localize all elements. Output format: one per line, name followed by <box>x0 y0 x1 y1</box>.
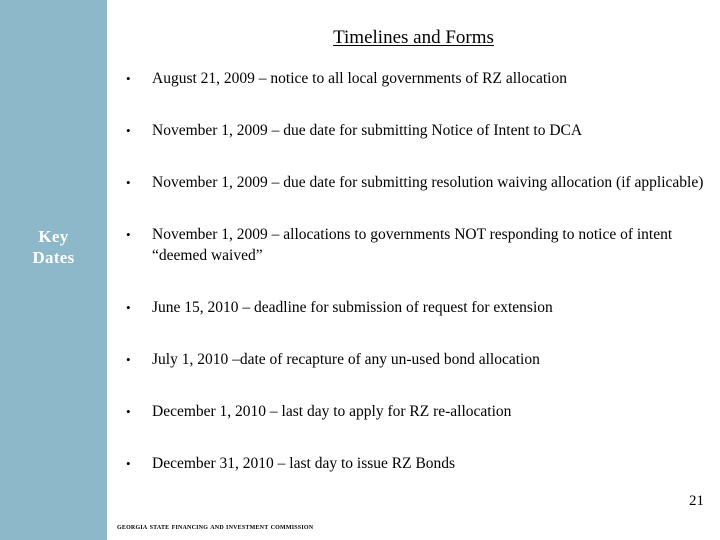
list-item <box>126 349 706 370</box>
list-item-text: November 1, 2009 – allocations to governments NOT responding to notice of intent “deemed waived” <box>152 226 673 264</box>
bullet-icon: • <box>126 404 131 419</box>
bullet-icon: • <box>126 227 131 242</box>
bullet-icon: • <box>126 456 131 471</box>
list-item <box>126 401 706 422</box>
bullet-icon: • <box>126 71 131 86</box>
bullet-icon: • <box>126 352 131 367</box>
page-number: 21 <box>689 493 704 509</box>
sidebar-section-label <box>0 226 107 268</box>
list-item <box>126 453 706 474</box>
list-item-text: December 31, 2010 – last day to issue RZ Bonds <box>152 455 456 472</box>
list-item <box>126 224 706 266</box>
list-item-text: November 1, 2009 – due date for submitting resolution waiving allocation (if applicable) <box>152 174 704 191</box>
list-item-text: December 1, 2010 – last day to apply for RZ re-allocation <box>152 403 512 420</box>
bullet-icon: • <box>126 123 131 138</box>
list-item <box>126 120 706 141</box>
key-dates-bullet-list <box>126 68 706 474</box>
page-title: Timelines and Forms <box>333 27 494 48</box>
list-item <box>126 297 706 318</box>
sidebar-section-label-line2: Dates <box>32 248 75 267</box>
list-item-text: November 1, 2009 – due date for submitting Notice of Intent to DCA <box>152 122 583 139</box>
sidebar-accent-band <box>0 0 107 540</box>
list-item-text: June 15, 2010 – deadline for submission of request for extension <box>152 299 553 316</box>
list-item <box>126 68 706 89</box>
bullet-icon: • <box>126 300 131 315</box>
footer-organization-name: georgia state financing and investment commission <box>117 522 314 531</box>
list-item-text: August 21, 2009 – notice to all local governments of RZ allocation <box>152 70 567 87</box>
list-item <box>126 172 706 193</box>
bullet-icon: • <box>126 175 131 190</box>
sidebar-section-label-line1: Key <box>38 227 69 246</box>
list-item-text: July 1, 2010 –date of recapture of any un-used bond allocation <box>152 351 540 368</box>
